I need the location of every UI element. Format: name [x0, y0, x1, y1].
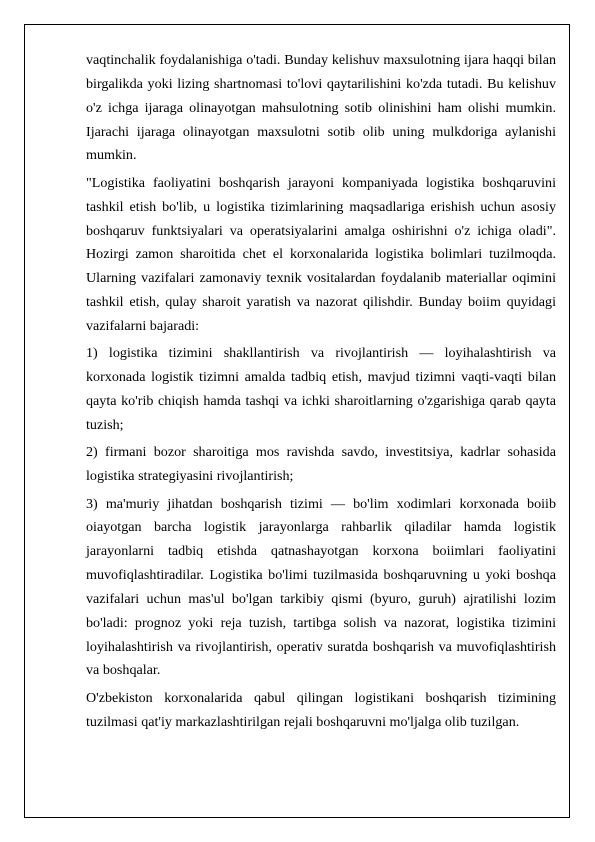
paragraph-task-3-administration: 3) ma'muriy jihatdan boshqarish tizimi — bo'lim xodimlari korxonada boiib oiayotgan barcha logistik jarayonlarga rahbarlik qiladilar hamda logistik jarayonlarni tadbiq etishda qatnashayotgan korxona boiimlari faoliyatini muvofiqlashtiradilar. Logistika bo'limi tuzilmasida boshqaruvning u yoki boshqa vazifalari uchun mas'ul bo'lgan tarkibiy qismi (byuro, guruh) ajratilishi lozim bo'ladi: prognoz yoki reja tuzish, tartibga solish va nazorat, logistika tizimini loyihalashtirish va rivojlantirish, operativ suratda boshqarish va muvofiqlashtirish va boshqalar. [86, 495, 556, 679]
paragraph-logistics-management-definition: "Logistika faoliyatini boshqarish jarayoni kompaniyada logistika boshqaruvini tashkil etish bo'lib, u logistika tizimlarining maqsadlariga erishish uchun asosiy boshqaruv funktsiyalari va operatsiyalarini amalga oshirishni o'z ichiga oladi". Hozirgi zamon sharoitida chet el korxonalarida logistika bolimlari tuzilmoqda. Ularning vazifalari zamonaviy texnik vositalardan foydalanib materiallar oqimini tashkil etish, qulay sharoit yaratish va nazorat qilishdir. Bunday boiim quyidagi vazifalarni bajaradi: [86, 174, 556, 334]
paragraph-leasing-continuation: vaqtinchalik foydalanishiga o'tadi. Bunday kelishuv maxsulotning ijara haqqi bilan birgalikda yoki lizing shartnomasi to'lovi qaytarilishini ko'zda tutadi. Bu kelishuv o'z ichga ijaraga olinayotgan mahsulotning sotib olinishini ham olishi mumkin. Ijarachi ijaraga olinayotgan maxsulotni sotib olib uning mulkdoriga aylanishi mumkin. [86, 52, 556, 164]
document-body [86, 49, 556, 735]
paragraph-task-1-system-formation: 1) logistika tizimini shakllantirish va rivojlantirish — loyihalashtirish va korxonada logistik tizimni amalda tadbiq etish, mavjud tizimni vaqti-vaqti bilan qayta ko'rib chiqish hamda tashqi va ichki sharoitlarning o'zgarishiga qarab qayta tuzish; [86, 345, 556, 433]
paragraph-task-2-strategy: 2) firmani bozor sharoitiga mos ravishda savdo, investitsiya, kadrlar sohasida logistika strategiyasini rivojlantirish; [86, 444, 556, 485]
paragraph-uzbekistan-structure: O'zbekiston korxonalarida qabul qilingan logistikani boshqarish tizimining tuzilmasi qat'iy markazlashtirilgan rejali boshqaruvni mo'ljalga olib tuzilgan. [86, 689, 556, 730]
